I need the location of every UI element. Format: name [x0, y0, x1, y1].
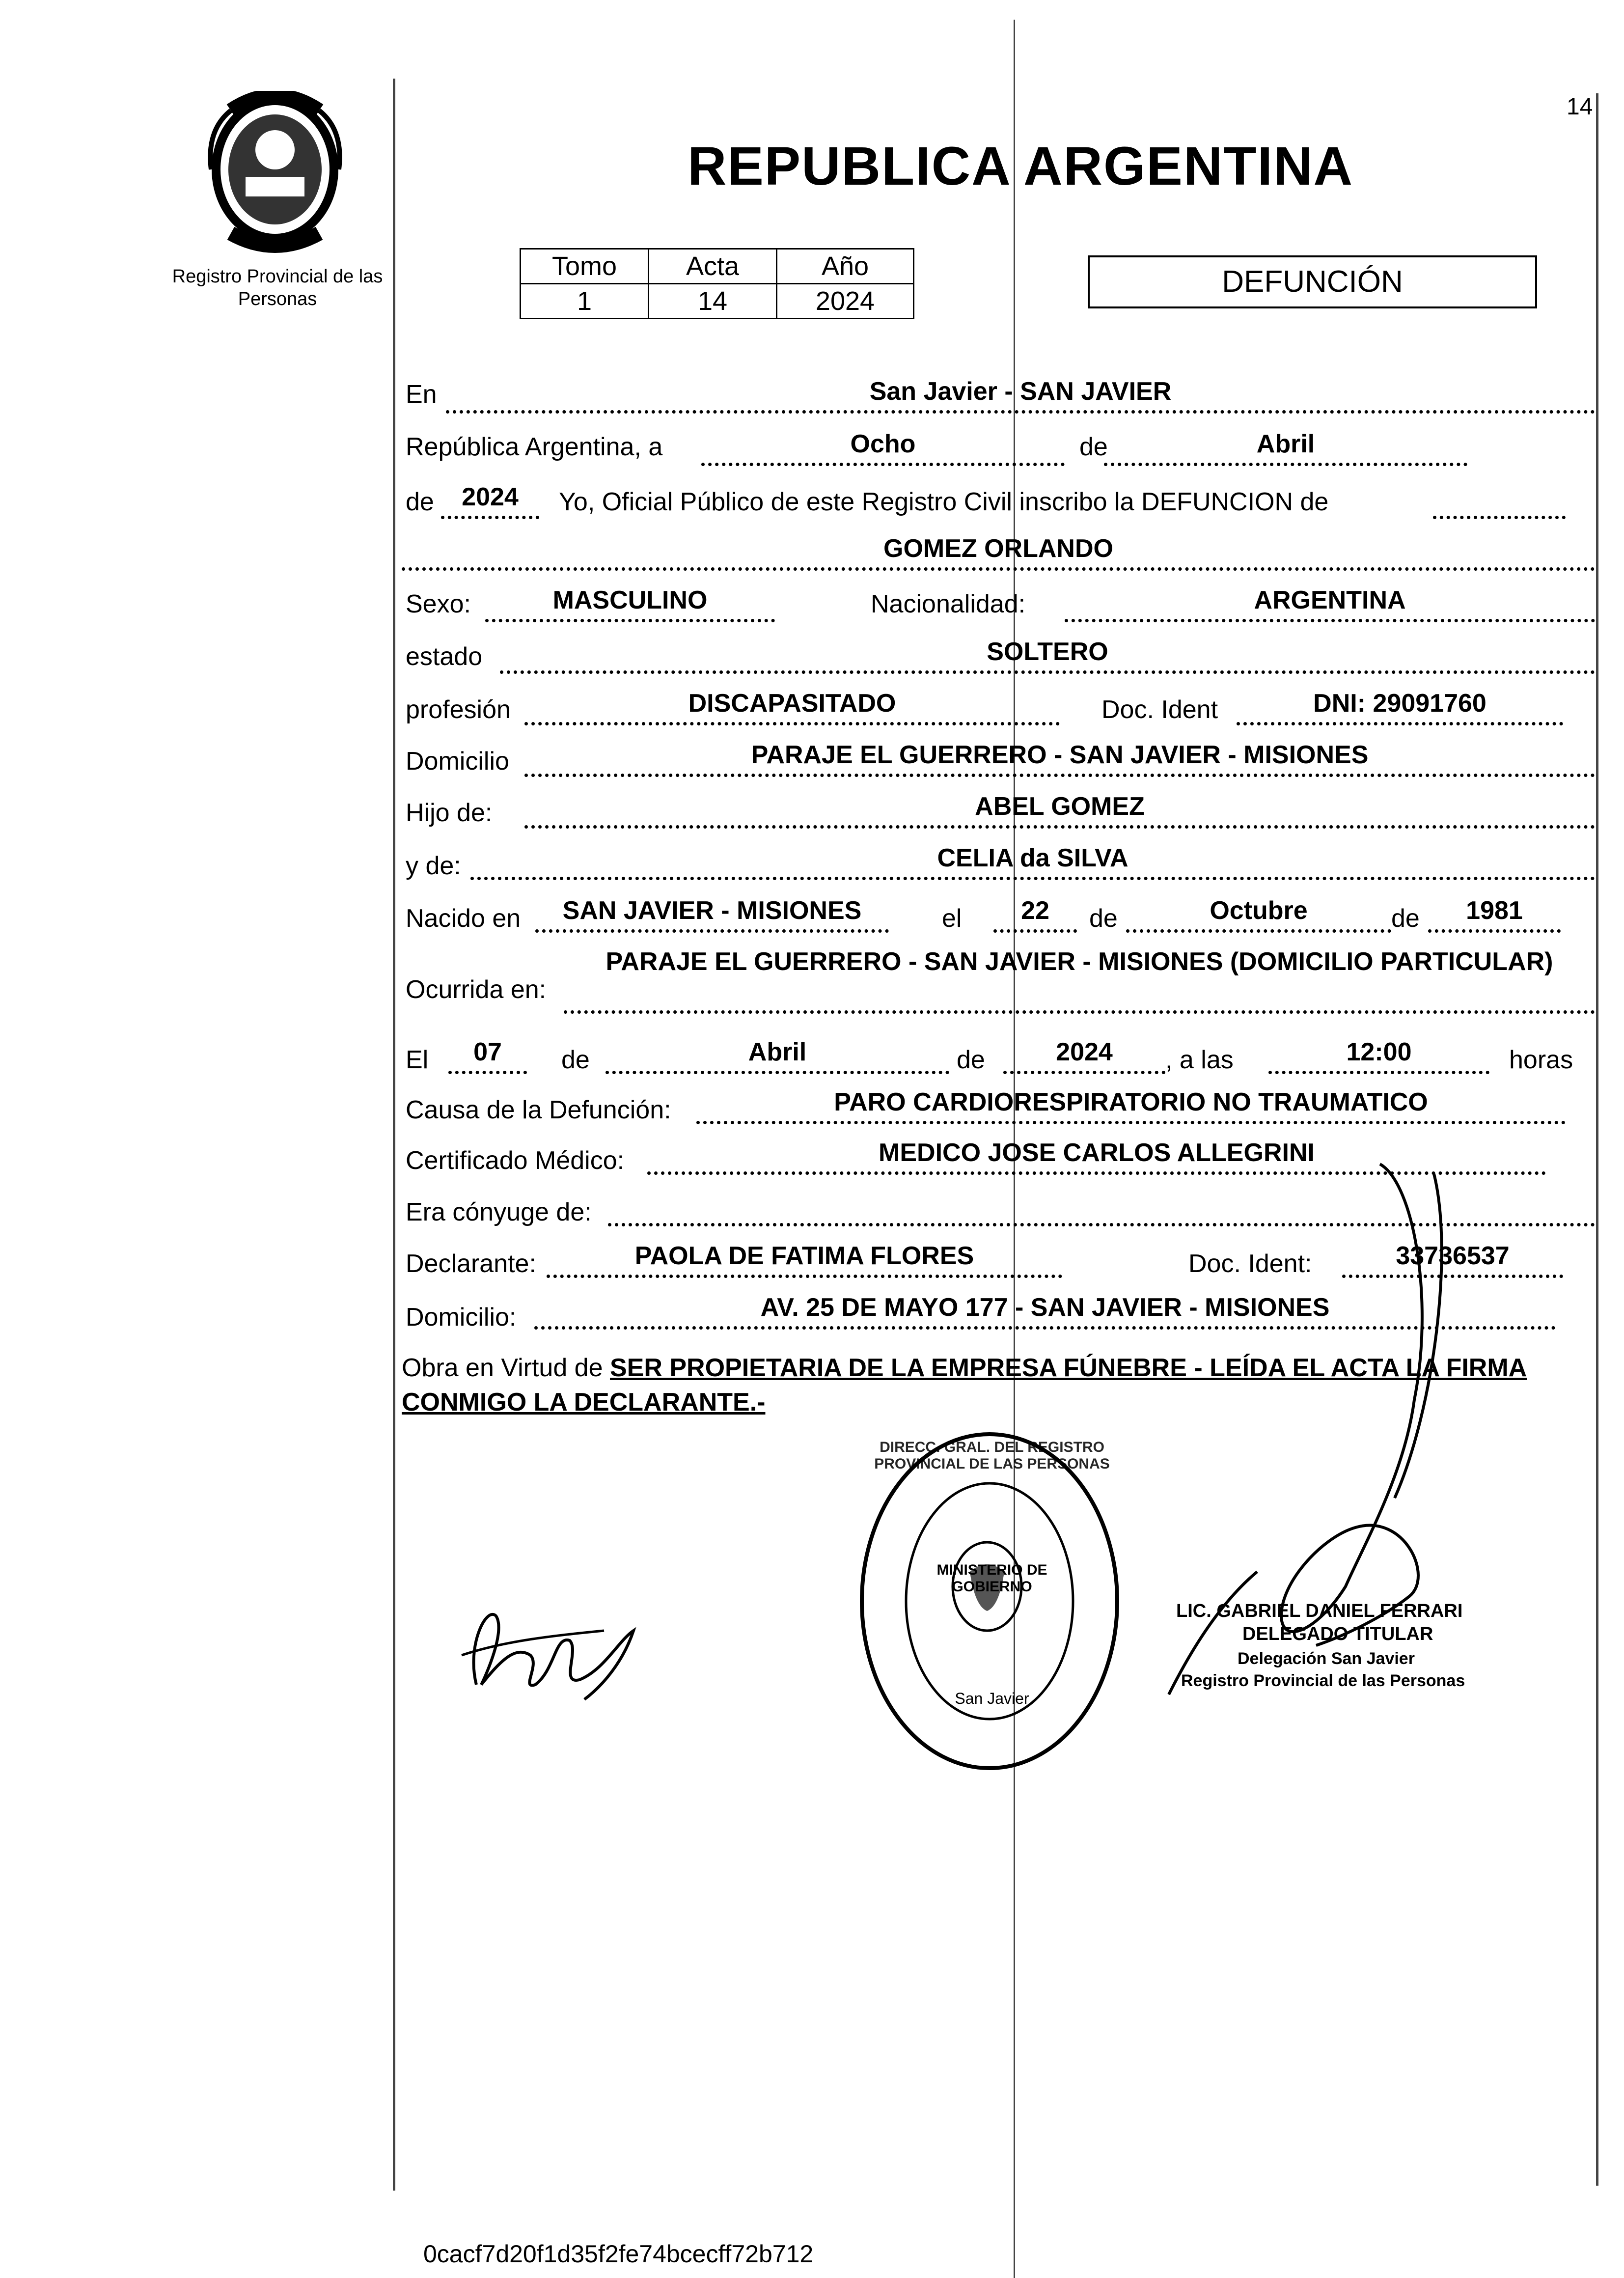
nacionalidad-value: ARGENTINA [1065, 584, 1595, 622]
domicilio-label: Domicilio [406, 747, 509, 776]
nacido-anio: 1981 [1428, 895, 1561, 933]
domicilio-value: PARAJE EL GUERRERO - SAN JAVIER - MISIONES [524, 739, 1595, 777]
tomo-header: Tomo [521, 249, 649, 284]
de5-label: de [561, 1046, 590, 1074]
year: 2024 [441, 481, 539, 519]
fecha-anio: 2024 [1003, 1036, 1165, 1074]
nacido-label: Nacido en [406, 904, 521, 933]
officer-office: Delegación San Javier [1238, 1649, 1415, 1668]
row-causa [402, 1086, 1597, 1136]
madre-value: CELIA da SILVA [470, 842, 1595, 880]
row-statement [402, 481, 1597, 530]
conyuge-label: Era cónyuge de: [406, 1198, 592, 1226]
acta-value: 14 [649, 284, 777, 319]
el2-label: El [406, 1046, 429, 1074]
row-estado [402, 636, 1597, 685]
nacido-lugar: SAN JAVIER - MISIONES [535, 895, 889, 933]
deceased-name: GOMEZ ORLANDO [402, 533, 1595, 571]
row-fecha [402, 1036, 1597, 1085]
el-label: el [942, 904, 962, 933]
yde-label: y de: [406, 852, 461, 880]
ocurrida-label: Ocurrida en: [406, 975, 547, 1004]
causa-label: Causa de la Defunción: [406, 1096, 671, 1124]
sexo-label: Sexo: [406, 590, 471, 618]
row-hijo [402, 791, 1597, 840]
officer-name: LIC. GABRIEL DANIEL FERRARI [1176, 1601, 1463, 1621]
document-type: DEFUNCIÓN [1088, 255, 1537, 308]
fecha-dia: 07 [448, 1036, 527, 1074]
acta-header: Acta [649, 249, 777, 284]
stamp-inner-text: MINISTERIO DE GOBIERNO [936, 1562, 1047, 1595]
causa-value: PARO CARDIORESPIRATORIO NO TRAUMATICO [696, 1086, 1566, 1124]
officer-registry: Registro Provincial de las Personas [1181, 1671, 1465, 1690]
estado-value: SOLTERO [500, 636, 1595, 674]
doc2-value: 33736537 [1342, 1240, 1563, 1278]
padre-value: ABEL GOMEZ [524, 791, 1595, 829]
row-republica [402, 428, 1597, 477]
nacionalidad-label: Nacionalidad: [871, 590, 1026, 618]
ocurrida-value: PARAJE EL GUERRERO - SAN JAVIER - MISIONES (DOMICILIO PARTICULAR) [564, 945, 1595, 1014]
declarant-signature-icon [457, 1586, 643, 1719]
de6-label: de [957, 1046, 985, 1074]
republica-label: República Argentina, a [406, 433, 663, 461]
de2-label: de [406, 488, 434, 516]
doc-value: DNI: 29091760 [1237, 688, 1563, 725]
declarante-value: PAOLA DE FATIMA FLORES [547, 1240, 1062, 1278]
row-en [402, 376, 1597, 425]
nacido-dia: 22 [993, 895, 1077, 933]
record-value-row [521, 284, 914, 319]
anio-header: Año [777, 249, 914, 284]
record-header-row [521, 249, 914, 284]
record-table [520, 248, 914, 319]
registry-name: Registro Provincial de las Personas [172, 266, 383, 309]
en-label: En [406, 380, 437, 409]
declarante-label: Declarante: [406, 1250, 536, 1278]
alas-label: , a las [1165, 1046, 1234, 1074]
estado-label: estado [406, 642, 483, 671]
obra-value: SER PROPIETARIA DE LA EMPRESA FÚNEBRE - LEÍDA EL ACTA LA FIRMA CONMIGO LA DECLARANTE.- [402, 1354, 1527, 1417]
row-deceased [402, 533, 1597, 582]
left-margin-line [393, 79, 395, 2191]
tomo-value: 1 [521, 284, 649, 319]
sexo-value: MASCULINO [485, 584, 775, 622]
day-word: Ocho [701, 428, 1065, 466]
en-value: San Javier - SAN JAVIER [446, 376, 1595, 414]
province-seal-icon [201, 91, 349, 253]
row-ocurrida [402, 945, 1597, 1024]
hijo-label: Hijo de: [406, 799, 493, 827]
certificado-label: Certificado Médico: [406, 1146, 625, 1175]
de4-label: de [1391, 904, 1420, 933]
row-profesion [402, 688, 1597, 737]
official-stamp-icon [852, 1424, 1127, 1778]
horas-label: horas [1509, 1046, 1573, 1074]
obra-label: Obra en Virtud de [402, 1354, 603, 1382]
profesion-value: DISCAPASITADO [524, 688, 1060, 725]
doc2-label: Doc. Ident: [1188, 1250, 1312, 1278]
doc-label: Doc. Ident [1101, 695, 1218, 724]
row-nacido [402, 895, 1597, 944]
row-domicilio [402, 739, 1597, 788]
domicilio2-value: AV. 25 DE MAYO 177 - SAN JAVIER - MISIONES [534, 1292, 1556, 1330]
de-label: de [1079, 433, 1108, 461]
stamp-outer-text: DIRECC. GRAL. DEL REGISTRO PROVINCIAL DE LAS PERSONAS [874, 1439, 1110, 1472]
fecha-mes: Abril [606, 1036, 949, 1074]
page-number: 14 [1567, 94, 1593, 120]
nacido-mes: Octubre [1126, 895, 1391, 933]
month: Abril [1104, 428, 1467, 466]
anio-value: 2024 [777, 284, 914, 319]
domicilio2-label: Domicilio: [406, 1303, 517, 1332]
certificado-value: MEDICO JOSE CARLOS ALLEGRINI [647, 1137, 1546, 1175]
page-title: REPUBLICA ARGENTINA [688, 136, 1353, 196]
profesion-label: profesión [406, 695, 511, 724]
statement-text: Yo, Oficial Público de este Registro Civil inscribo la DEFUNCION de [559, 488, 1329, 516]
stamp-place-text: San Javier [955, 1690, 1029, 1707]
row-sexo [402, 584, 1597, 634]
officer-signature-icon [1159, 1154, 1522, 1734]
row-madre [402, 842, 1597, 891]
hora: 12:00 [1268, 1036, 1489, 1074]
de3-label: de [1089, 904, 1118, 933]
officer-role: DELEGADO TITULAR [1242, 1624, 1433, 1644]
document-hash: 0cacf7d20f1d35f2fe74bcecff72b712 [423, 2240, 814, 2268]
statement-blank [1433, 481, 1566, 519]
